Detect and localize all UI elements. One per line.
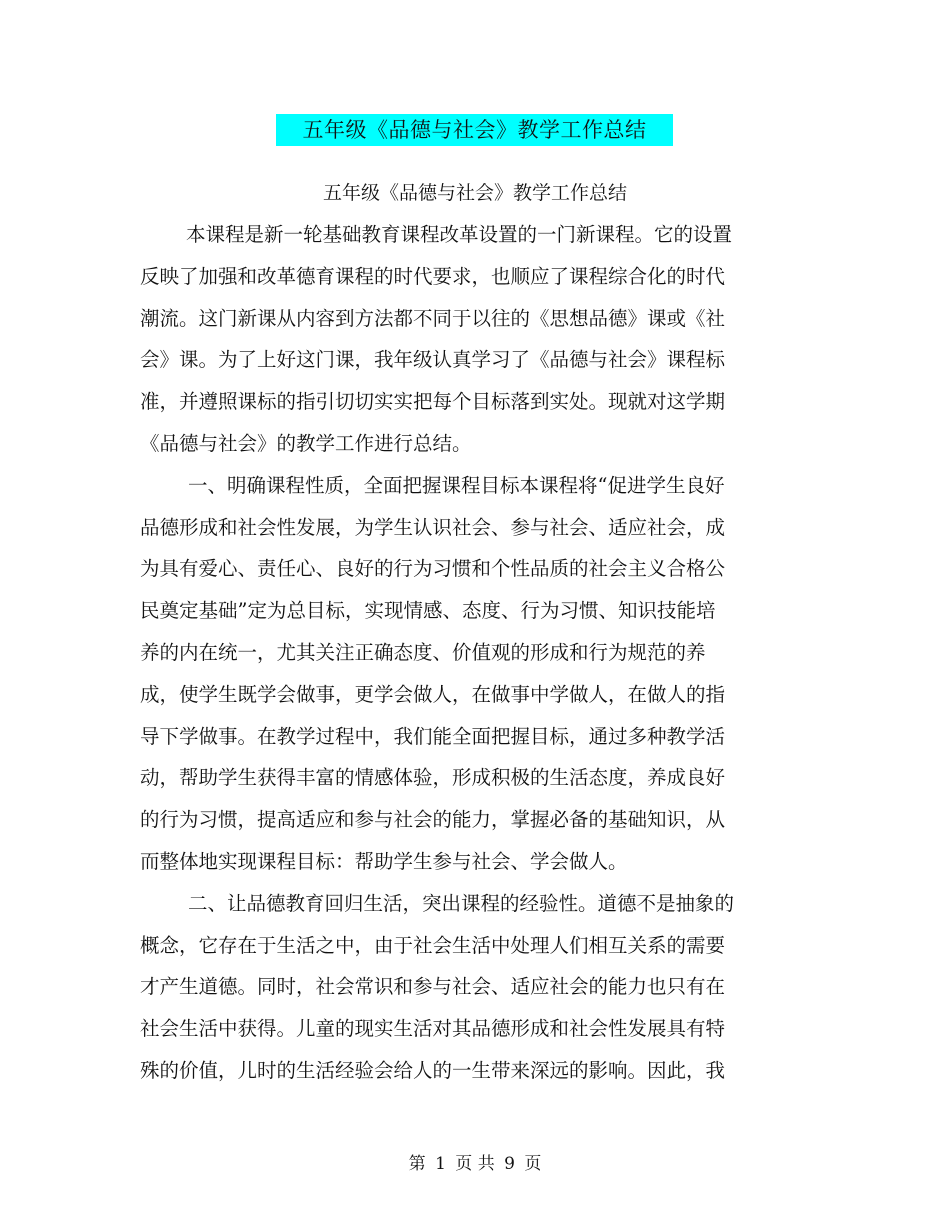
paragraph-line: 动，帮助学生获得丰富的情感体验，形成积极的生活态度，养成良好 xyxy=(140,766,726,790)
paragraph-line: 的行为习惯，提高适应和参与社会的能力，掌握必备的基础知识，从 xyxy=(140,808,726,832)
paragraph-line: 二、让品德教育回归生活，突出课程的经验性。道德不是抽象的 xyxy=(188,891,735,915)
document-body xyxy=(140,214,756,1092)
document-heading: 五年级《品德与社会》教学工作总结 xyxy=(322,182,627,204)
footer-prefix: 第 xyxy=(408,1154,426,1174)
paragraph-line: 社会生活中获得。儿童的现实生活对其品德形成和社会性发展具有特 xyxy=(140,1017,726,1041)
paragraph-line: 会》课。为了上好这门课，我年级认真学习了《品德与社会》课程标 xyxy=(140,348,726,372)
page-number-footer xyxy=(0,1152,950,1176)
current-page-number: 1 xyxy=(435,1154,446,1174)
paragraph-line: 导下学做事。在教学过程中，我们能全面把握目标，通过多种教学活 xyxy=(140,724,726,748)
paragraph-line: 品德形成和社会性发展，为学生认识社会、参与社会、适应社会，成 xyxy=(140,515,726,539)
paragraph-line: 才产生道德。同时，社会常识和参与社会、适应社会的能力也只有在 xyxy=(140,975,726,999)
paragraph-line: 成，使学生既学会做事，更学会做人，在做事中学做人，在做人的指 xyxy=(140,682,726,706)
footer-middle: 页 共 xyxy=(455,1154,495,1174)
paragraph-line: 殊的价值，儿时的生活经验会给人的一生带来深远的影响。因此，我 xyxy=(140,1058,726,1082)
paragraph-line: 为具有爱心、责任心、良好的行为习惯和个性品质的社会主义合格公 xyxy=(140,557,726,581)
paragraph-line: 本课程是新一轮基础教育课程改革设置的一门新课程。它的设置 xyxy=(186,223,733,246)
paragraph-line: 潮流。这门新课从内容到方法都不同于以往的《思想品德》课或《社 xyxy=(140,306,726,330)
paragraph-line: 一、明确课程性质，全面把握课程目标本课程将“促进学生良好 xyxy=(188,473,725,497)
paragraph-line: 民奠定基础”定为总目标，实现情感、态度、行为习惯、知识技能培 xyxy=(140,599,716,623)
paragraph-line: 概念，它存在于生活之中，由于社会生活中处理人们相互关系的需要 xyxy=(140,933,726,957)
paragraph-line: 准，并遵照课标的指引切切实实把每个目标落到实处。现就对这学期 xyxy=(140,390,726,414)
paragraph-line: 《品德与社会》的教学工作进行总结。 xyxy=(140,431,472,455)
highlighted-title: 五年级《品德与社会》教学工作总结 xyxy=(276,114,673,146)
footer-suffix: 页 xyxy=(524,1154,542,1174)
total-page-count: 9 xyxy=(504,1154,515,1174)
paragraph-line: 而整体地实现课程目标：帮助学生参与社会、学会做人。 xyxy=(140,849,628,873)
paragraph-line: 养的内在统一，尤其关注正确态度、价值观的形成和行为规范的养 xyxy=(140,640,706,664)
paragraph-line: 反映了加强和改革德育课程的时代要求，也顺应了课程综合化的时代 xyxy=(140,264,726,288)
